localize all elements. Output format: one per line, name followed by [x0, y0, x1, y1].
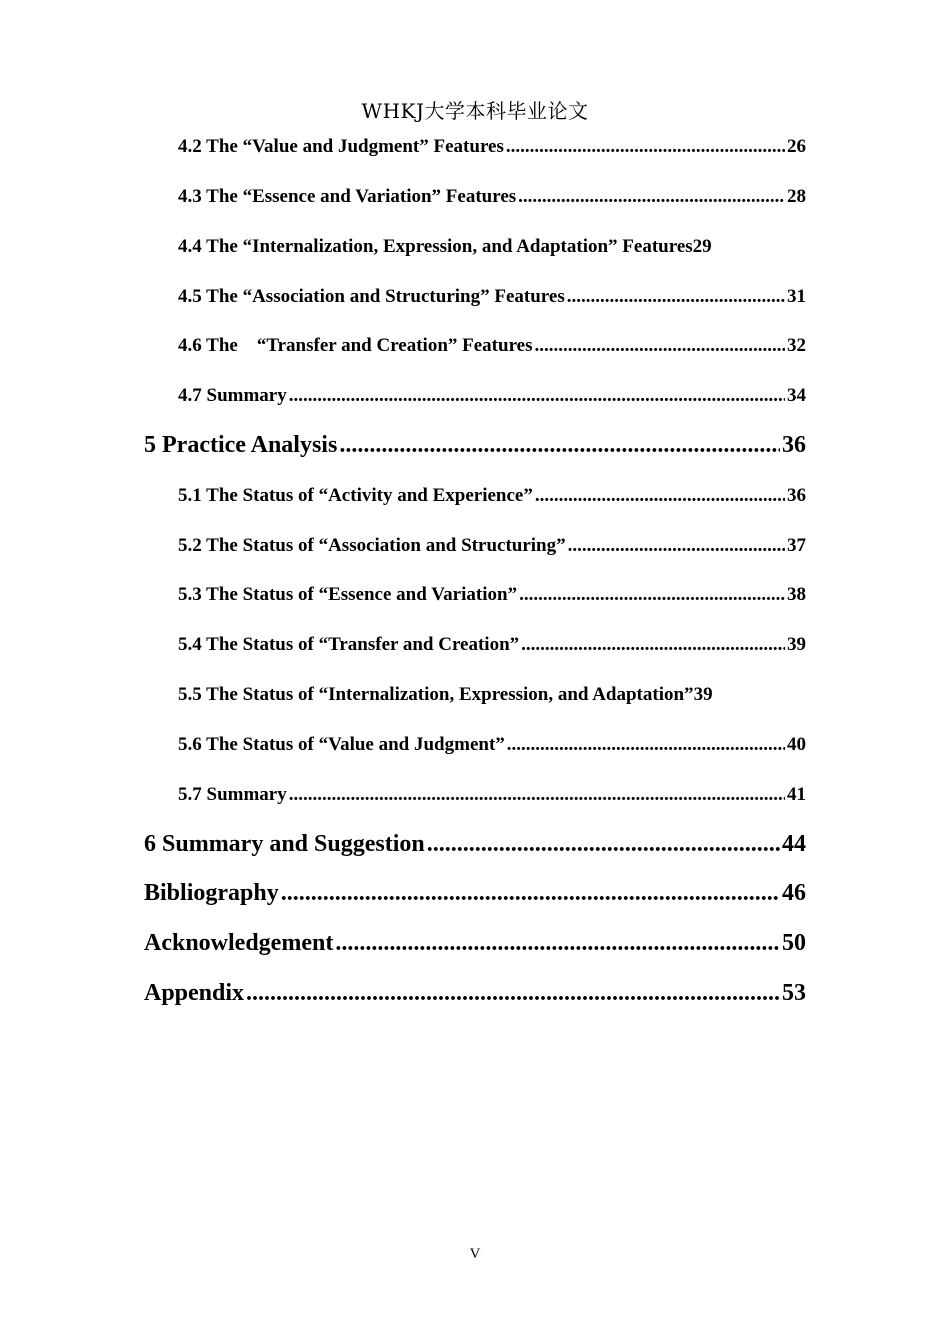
toc-entry[interactable]	[144, 432, 806, 459]
toc-entry-title: 4.4 The “Internalization, Expression, and Adaptation” Features	[178, 236, 693, 257]
toc-entry-title: Bibliography	[144, 880, 279, 906]
toc-entry[interactable]	[178, 634, 806, 656]
dot-leader	[567, 286, 785, 308]
dot-leader	[521, 634, 785, 656]
toc-entry-title: 4.2 The “Value and Judgment” Features	[178, 136, 504, 157]
toc-entry-page: 46	[782, 880, 806, 906]
toc-entry[interactable]	[178, 186, 806, 208]
toc-entry[interactable]	[178, 236, 806, 258]
toc-entry-page: 50	[782, 930, 806, 956]
toc-entry[interactable]	[178, 535, 806, 557]
toc-entry[interactable]	[178, 684, 806, 706]
toc-entry[interactable]	[178, 286, 806, 308]
dot-leader	[535, 335, 786, 357]
toc-entry-title: 5.2 The Status of “Association and Structuring”	[178, 535, 566, 556]
toc-entry[interactable]	[144, 930, 806, 957]
toc-entry-page: 36	[782, 432, 806, 458]
toc-entry-page: 26	[787, 136, 806, 157]
dot-leader	[507, 734, 785, 756]
toc-entry-page: 34	[787, 385, 806, 406]
toc-entry-title: 5.5 The Status of “Internalization, Expression, and Adaptation”	[178, 684, 694, 705]
toc-entry[interactable]	[144, 831, 806, 858]
toc-entry-title: 5.1 The Status of “Activity and Experience”	[178, 485, 533, 506]
toc-entry-title: Appendix	[144, 980, 245, 1006]
toc-entry-page: 32	[787, 335, 806, 356]
toc-entry[interactable]	[178, 784, 806, 806]
toc-entry-page: 28	[787, 186, 806, 207]
dot-leader	[289, 784, 785, 806]
toc-entry[interactable]	[178, 335, 806, 357]
toc-entry[interactable]	[144, 880, 806, 907]
dot-leader	[518, 186, 785, 208]
page-number: V	[469, 1246, 481, 1262]
toc-entry[interactable]	[178, 485, 806, 507]
toc-entry-title: 5.6 The Status of “Value and Judgment”	[178, 734, 505, 755]
running-header: WHKJ大学本科毕业论文	[361, 99, 589, 123]
dot-leader	[427, 831, 780, 858]
toc-entry[interactable]	[178, 734, 806, 756]
toc-entry-title: 4.3 The “Essence and Variation” Features	[178, 186, 517, 207]
dot-leader	[335, 930, 780, 957]
toc-entry-page: 41	[787, 784, 806, 805]
dot-leader	[535, 485, 785, 507]
toc-entry-page: 31	[787, 286, 806, 307]
toc-entry[interactable]	[178, 584, 806, 606]
toc-entry-page: 53	[782, 980, 806, 1006]
dot-leader	[246, 980, 780, 1007]
toc-entry-page: 38	[787, 584, 806, 605]
dot-leader	[339, 432, 780, 459]
toc-entry[interactable]	[178, 136, 806, 158]
toc-entry-title: 6 Summary and Suggestion	[144, 831, 425, 857]
toc-entry-page: 39	[693, 684, 713, 705]
toc-entry-title: Acknowledgement	[144, 930, 334, 956]
toc-entry[interactable]	[178, 385, 806, 407]
toc-entry-title: 4.6 The “Transfer and Creation” Features	[178, 335, 533, 356]
toc-entry-page: 39	[787, 634, 806, 655]
toc-entry-title: 4.7 Summary	[178, 385, 287, 406]
toc-entry-page: 44	[782, 831, 806, 857]
toc-entry-page: 40	[787, 734, 806, 755]
toc-entry[interactable]	[144, 980, 806, 1007]
toc-entry-title: 5.7 Summary	[178, 784, 287, 805]
dot-leader	[506, 136, 785, 158]
dot-leader	[568, 535, 785, 557]
toc-entry-page: 37	[787, 535, 806, 556]
toc-entry-title: 5.4 The Status of “Transfer and Creation”	[178, 634, 520, 655]
dot-leader	[281, 880, 780, 907]
toc-entry-title: 5 Practice Analysis	[144, 432, 338, 458]
toc-entry-title: 4.5 The “Association and Structuring” Features	[178, 286, 565, 307]
dot-leader	[289, 385, 785, 407]
dot-leader	[519, 584, 785, 606]
toc-entry-page: 36	[787, 485, 806, 506]
toc-entry-page: 29	[692, 236, 712, 257]
toc-entry-title: 5.3 The Status of “Essence and Variation”	[178, 584, 518, 605]
